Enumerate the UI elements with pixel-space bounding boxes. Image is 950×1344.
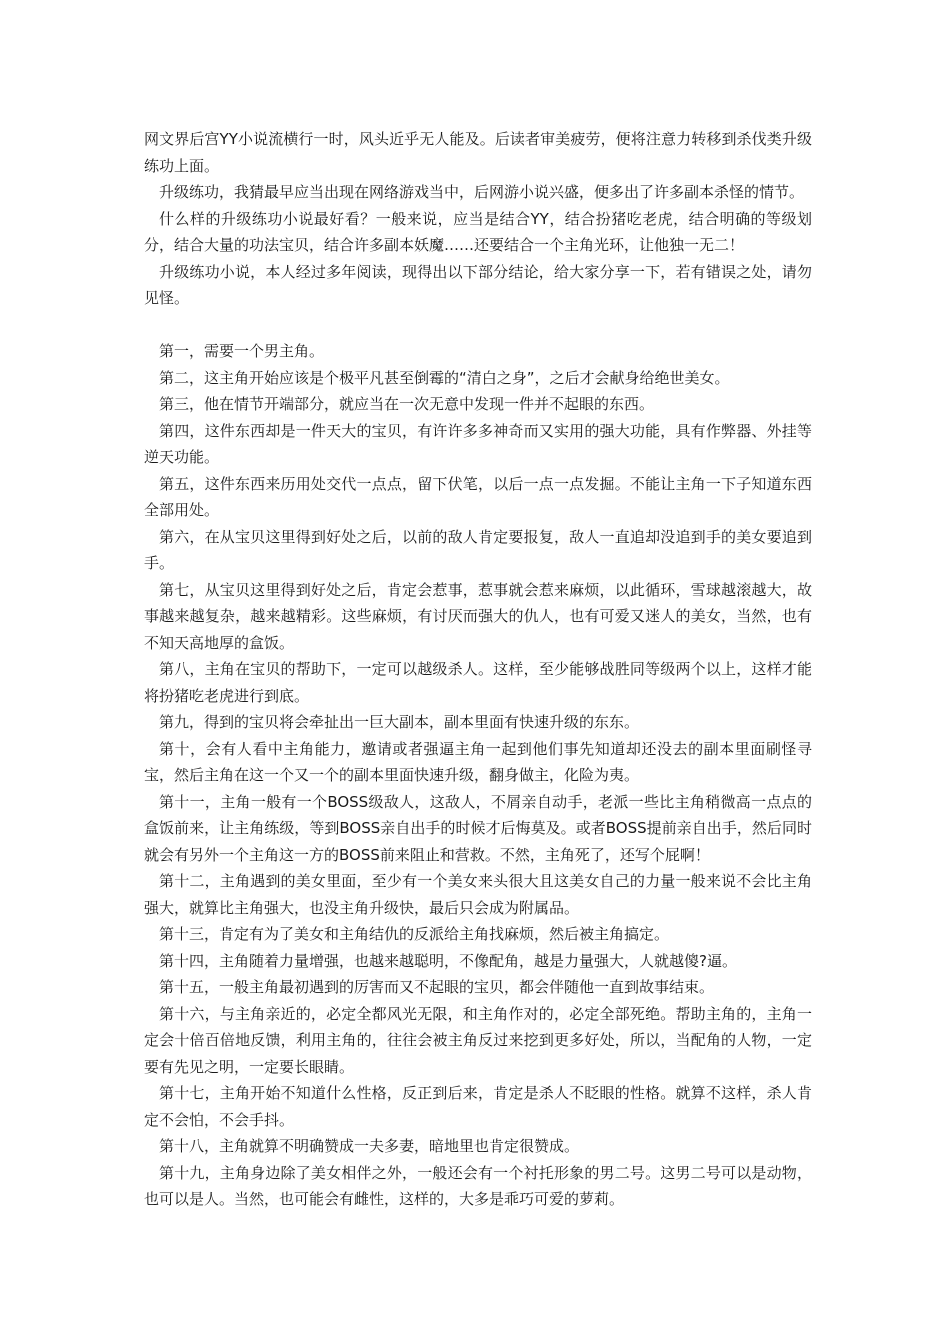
rule-2: 第二，这主角开始应该是个极平凡甚至倒霉的“清白之身”，之后才会献身给绝世美女。	[159, 368, 730, 387]
rule-1: 第一，需要一个男主角。	[159, 342, 325, 360]
document-body	[144, 126, 812, 1213]
rule-11: 第十一，主角一般有一个BOSS级敌人，这敌人，不屑亲自动手，老派一些比主角稍微高一点点的盒饭前来，让主角练级，等到BOSS亲自出手的时候才后悔莫及。或者BOSS提前亲自出手，然后同时就会有另外一个主角这一方的BOSS前来阻止和营救。不然，主角死了，还写个屁啊！	[144, 792, 812, 864]
rule-9: 第九，得到的宝贝将会牵扯出一巨大副本，副本里面有快速升级的东东。	[159, 713, 640, 731]
intro-paragraph-4: 升级练功小说，本人经过多年阅读，现得出以下部分结论，给大家分享一下，若有错误之处，请勿见怪。	[144, 262, 812, 307]
rule-19: 第十九，主角身边除了美女相伴之外，一般还会有一个衬托形象的男二号。这男二号可以是动物，也可以是人。当然，也可能会有雌性，这样的，大多是乖巧可爱的萝莉。	[144, 1163, 812, 1208]
rule-10: 第十，会有人看中主角能力，邀请或者强逼主角一起到他们事先知道却还没去的副本里面刷怪寻宝，然后主角在这一个又一个的副本里面快速升级，翻身做主，化险为夷。	[144, 739, 812, 784]
rule-7: 第七，从宝贝这里得到好处之后，肯定会惹事，惹事就会惹来麻烦，以此循环，雪球越滚越大，故事越来越复杂，越来越精彩。这些麻烦，有讨厌而强大的仇人，也有可爱又迷人的美女，当然，也有不知天高地厚的盒饭。	[144, 580, 812, 652]
rule-12: 第十二，主角遇到的美女里面，至少有一个美女来头很大且这美女自己的力量一般来说不会比主角强大，就算比主角强大，也没主角升级快，最后只会成为附属品。	[144, 872, 812, 917]
rule-6: 第六，在从宝贝这里得到好处之后，以前的敌人肯定要报复，敌人一直追却没追到手的美女要追到手。	[144, 527, 812, 572]
rule-14: 第十四，主角随着力量增强，也越来越聪明，不像配角，越是力量强大，人就越傻?逼。	[159, 951, 737, 970]
rule-4: 第四，这件东西却是一件天大的宝贝，有许许多多神奇而又实用的强大功能，具有作弊器、外挂等逆天功能。	[144, 421, 812, 466]
rule-15: 第十五，一般主角最初遇到的厉害而又不起眼的宝贝，都会伴随他一直到故事结束。	[159, 978, 715, 996]
rule-18: 第十八，主角就算不明确赞成一夫多妻，暗地里也肯定很赞成。	[159, 1137, 580, 1155]
rule-17: 第十七，主角开始不知道什么性格，反正到后来，肯定是杀人不眨眼的性格。就算不这样，杀人肯定不会怕，不会手抖。	[144, 1084, 812, 1129]
paragraph-spacer	[144, 312, 812, 339]
rule-13: 第十三，肯定有为了美女和主角结仇的反派给主角找麻烦，然后被主角搞定。	[159, 925, 670, 943]
rule-8: 第八，主角在宝贝的帮助下，一定可以越级杀人。这样，至少能够战胜同等级两个以上，这样才能将扮猪吃老虎进行到底。	[144, 660, 812, 705]
rule-5: 第五，这件东西来历用处交代一点点，留下伏笔，以后一点一点发掘。不能让主角一下子知道东西全部用处。	[144, 474, 812, 519]
rule-3: 第三，他在情节开端部分，就应当在一次无意中发现一件并不起眼的东西。	[159, 395, 655, 413]
intro-paragraph-1: 网文界后宫YY小说流横行一时，风头近乎无人能及。后读者审美疲劳，便将注意力转移到杀伐类升级练功上面。	[144, 130, 812, 175]
intro-paragraph-3: 什么样的升级练功小说最好看？一般来说，应当是结合YY，结合扮猪吃老虎，结合明确的等级划分，结合大量的功法宝贝，结合许多副本妖魔……还要结合一个主角光环，让他独一无二！	[144, 209, 812, 254]
intro-paragraph-2: 升级练功，我猜最早应当出现在网络游戏当中，后网游小说兴盛，便多出了许多副本杀怪的情节。	[159, 183, 805, 201]
rule-16: 第十六，与主角亲近的，必定全都风光无限，和主角作对的，必定全部死绝。帮助主角的，主角一定会十倍百倍地反馈，利用主角的，往往会被主角反过来挖到更多好处，所以，当配角的人物，一定要有先见之明，一定要长眼睛。	[144, 1004, 812, 1076]
